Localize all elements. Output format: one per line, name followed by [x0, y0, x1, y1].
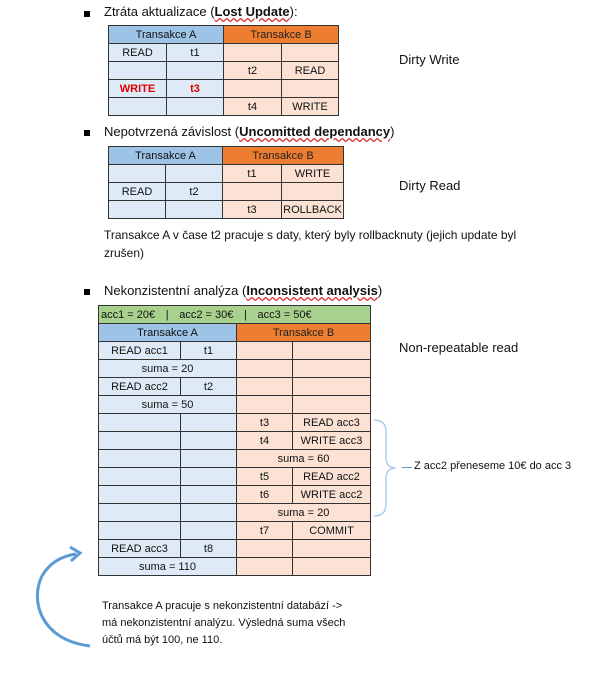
cell: WRITE acc2: [293, 486, 371, 504]
cell: [181, 450, 237, 468]
acc1-balance: acc1 = 20€: [101, 308, 156, 321]
cell: t3: [167, 80, 224, 98]
cell: t1: [167, 44, 224, 62]
cell: t2: [224, 62, 282, 80]
cell: t3: [223, 201, 282, 219]
uncommitted-heading: Nepotvrzená závislost (Uncomitted dependancy): [104, 124, 395, 139]
curved-arrow-icon: [20, 540, 100, 650]
cell: [166, 165, 223, 183]
cell: [99, 432, 181, 450]
cell: [99, 468, 181, 486]
cell: [181, 504, 237, 522]
right-brace-icon: [372, 418, 402, 518]
header-transakce-a: Transakce A: [99, 324, 237, 342]
bullet-icon: [84, 289, 90, 295]
header-transakce-b: Transakce B: [224, 26, 339, 44]
cell: [282, 80, 339, 98]
cell: [237, 378, 293, 396]
cell: [167, 62, 224, 80]
cell: READ acc3: [293, 414, 371, 432]
cell: ROLLBACK: [282, 201, 344, 219]
cell: [237, 360, 293, 378]
cell: READ: [109, 44, 167, 62]
inconsistent-table: [98, 305, 371, 576]
header-transakce-a: Transakce A: [109, 147, 223, 165]
transfer-note: Z acc2 přeneseme 10€ do acc 3: [414, 460, 572, 472]
header-transakce-b: Transakce B: [237, 324, 371, 342]
uncommitted-explanation: Transakce A v čase t2 pracuje s daty, který byly rollbacknuty (jejich update byl zrušen): [104, 228, 517, 260]
cell: READ acc3: [99, 540, 181, 558]
cell: [181, 414, 237, 432]
cell: COMMIT: [293, 522, 371, 540]
cell: [166, 201, 223, 219]
cell: t5: [237, 468, 293, 486]
sum-cell: suma = 20: [99, 360, 237, 378]
cell: [109, 165, 166, 183]
cell: [237, 558, 293, 576]
dirty-write-label: Dirty Write: [399, 52, 460, 67]
cell: READ acc2: [99, 378, 181, 396]
dirty-read-label: Dirty Read: [399, 178, 461, 193]
sum-cell: suma = 110: [99, 558, 237, 576]
inconsistent-heading: Nekonzistentní analýza (Inconsistent analysis): [104, 283, 383, 298]
cell: t2: [166, 183, 223, 201]
cell: READ acc2: [293, 468, 371, 486]
cell: [181, 522, 237, 540]
cell: [99, 486, 181, 504]
cell: [109, 62, 167, 80]
cell: [181, 468, 237, 486]
header-transakce-a: Transakce A: [109, 26, 224, 44]
cell: t4: [237, 432, 293, 450]
cell: [293, 378, 371, 396]
cell: [181, 486, 237, 504]
cell: [237, 396, 293, 414]
cell: [293, 558, 371, 576]
cell: [99, 450, 181, 468]
uncommitted-table: [108, 146, 344, 219]
cell: [99, 504, 181, 522]
lost-update-heading: Ztráta aktualizace (Lost Update):: [104, 4, 298, 19]
cell: t8: [181, 540, 237, 558]
cell: WRITE: [282, 98, 339, 116]
cell: t1: [223, 165, 282, 183]
cell: t4: [224, 98, 282, 116]
cell: [224, 80, 282, 98]
accounts-row: acc1 = 20€ | acc2 = 30€ | acc3 = 50€: [99, 306, 371, 324]
bullet-icon: [84, 11, 90, 17]
cell: [293, 360, 371, 378]
lost-update-table: [108, 25, 339, 116]
cell: [237, 342, 293, 360]
acc3-balance: acc3 = 50€: [257, 308, 312, 321]
cell: t6: [237, 486, 293, 504]
cell: WRITE: [109, 80, 167, 98]
cell: [293, 540, 371, 558]
cell: READ acc1: [99, 342, 181, 360]
cell: READ: [109, 183, 166, 201]
cell: WRITE acc3: [293, 432, 371, 450]
cell: [293, 396, 371, 414]
cell: [167, 98, 224, 116]
cell: [223, 183, 282, 201]
cell: t3: [237, 414, 293, 432]
cell: [99, 522, 181, 540]
cell: [237, 540, 293, 558]
sum-cell: suma = 60: [237, 450, 371, 468]
non-repeatable-read-label: Non-repeatable read: [399, 340, 519, 355]
bullet-icon: [84, 130, 90, 136]
cell: READ: [282, 62, 339, 80]
cell: t2: [181, 378, 237, 396]
inconsistent-explanation: Transakce A pracuje s nekonzistentní databází -> má nekonzistentní analýzu. Výsledná suma všech účtů má být 100, ne 110.: [102, 600, 346, 646]
sum-cell: suma = 20: [237, 504, 371, 522]
sum-cell: suma = 50: [99, 396, 237, 414]
header-transakce-b: Transakce B: [223, 147, 344, 165]
cell: [109, 98, 167, 116]
cell: WRITE: [282, 165, 344, 183]
cell: [99, 414, 181, 432]
cell: [282, 44, 339, 62]
cell: t1: [181, 342, 237, 360]
cell: [293, 342, 371, 360]
cell: [282, 183, 344, 201]
cell: [224, 44, 282, 62]
cell: t7: [237, 522, 293, 540]
cell: [181, 432, 237, 450]
acc2-balance: acc2 = 30€: [179, 308, 234, 321]
cell: [109, 201, 166, 219]
